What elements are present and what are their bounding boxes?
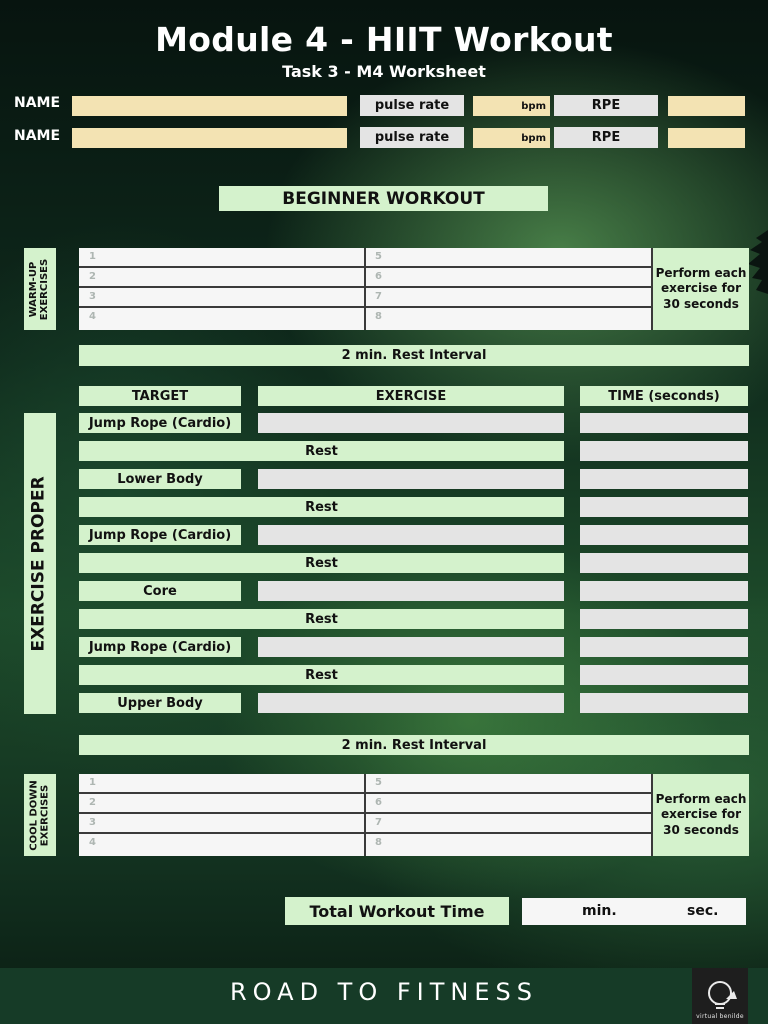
time-field[interactable] (580, 413, 748, 433)
time-field[interactable] (580, 553, 748, 573)
rpe-field-2[interactable] (668, 128, 745, 148)
time-field[interactable] (580, 497, 748, 517)
footer-text: ROAD TO FITNESS (230, 978, 538, 1006)
warmup-instruction: Perform each exercise for 30 seconds (651, 248, 749, 330)
cooldown-number: 1 (89, 777, 96, 788)
name-field-2[interactable] (72, 128, 347, 148)
rpe-label-1: RPE (554, 95, 658, 116)
name-label-1: NAME (14, 95, 61, 111)
warmup-number: 6 (375, 271, 382, 282)
cooldown-number: 7 (375, 817, 382, 828)
rest-row: Rest (79, 497, 564, 517)
workout-title: BEGINNER WORKOUT (219, 186, 548, 211)
cooldown-number: 8 (375, 837, 382, 848)
cooldown-label-text: COOL DOWN EXERCISES (28, 779, 50, 851)
page-subtitle: Task 3 - M4 Worksheet (282, 62, 486, 81)
time-field[interactable] (580, 581, 748, 601)
time-field[interactable] (580, 637, 748, 657)
header-time: TIME (seconds) (580, 386, 748, 406)
rest-row: Rest (79, 553, 564, 573)
target-cell: Jump Rope (Cardio) (79, 637, 241, 657)
warmup-number: 4 (89, 311, 96, 322)
bpm-label-2: bpm (521, 132, 546, 144)
pulse-rate-label-2: pulse rate (360, 127, 464, 148)
target-cell: Jump Rope (Cardio) (79, 413, 241, 433)
rpe-field-1[interactable] (668, 96, 745, 116)
cooldown-number: 3 (89, 817, 96, 828)
rpe-label-2: RPE (554, 127, 658, 148)
tree-silhouette-icon (746, 230, 768, 300)
rest-row: Rest (79, 609, 564, 629)
target-cell: Lower Body (79, 469, 241, 489)
exercise-field[interactable] (258, 637, 564, 657)
time-field[interactable] (580, 665, 748, 685)
rest-interval-bar: 2 min. Rest Interval (79, 345, 749, 366)
list-divider (364, 248, 366, 330)
exercise-field[interactable] (258, 413, 564, 433)
cooldown-number: 6 (375, 797, 382, 808)
name-label-2: NAME (14, 128, 61, 144)
warmup-number: 7 (375, 291, 382, 302)
exercise-field[interactable] (258, 469, 564, 489)
time-field[interactable] (580, 469, 748, 489)
time-field[interactable] (580, 441, 748, 461)
cooldown-list (79, 774, 651, 856)
rest-row: Rest (79, 665, 564, 685)
exercise-proper-side-label (24, 413, 56, 714)
total-workout-time-field[interactable] (522, 898, 746, 925)
header-exercise: EXERCISE (258, 386, 564, 406)
virtual-benilde-logo (692, 968, 748, 1024)
exercise-field[interactable] (258, 581, 564, 601)
time-field[interactable] (580, 609, 748, 629)
warmup-label-text: WARM-UP EXERCISES (28, 258, 50, 320)
exercise-proper-label-text: EXERCISE PROPER (29, 475, 50, 652)
logo-text: virtual benilde (696, 1013, 744, 1020)
header-target: TARGET (79, 386, 241, 406)
rest-interval-bar: 2 min. Rest Interval (79, 735, 749, 755)
cooldown-number: 2 (89, 797, 96, 808)
time-field[interactable] (580, 525, 748, 545)
lightbulb-logo-icon (700, 979, 740, 1013)
warmup-number: 1 (89, 251, 96, 262)
target-cell: Upper Body (79, 693, 241, 713)
minutes-label: min. (582, 903, 617, 919)
warmup-list (79, 248, 651, 330)
warmup-number: 3 (89, 291, 96, 302)
rest-row: Rest (79, 441, 564, 461)
exercise-field[interactable] (258, 525, 564, 545)
target-cell: Jump Rope (Cardio) (79, 525, 241, 545)
cooldown-instruction: Perform each exercise for 30 seconds (651, 774, 749, 856)
total-workout-time-label: Total Workout Time (285, 897, 509, 925)
time-field[interactable] (580, 693, 748, 713)
cooldown-number: 4 (89, 837, 96, 848)
warmup-number: 2 (89, 271, 96, 282)
warmup-number: 8 (375, 311, 382, 322)
target-cell: Core (79, 581, 241, 601)
bpm-label-1: bpm (521, 100, 546, 112)
page-title: Module 4 - HIIT Workout (155, 20, 613, 59)
warmup-side-label (24, 248, 56, 330)
cooldown-side-label (24, 774, 56, 856)
name-field-1[interactable] (72, 96, 347, 116)
warmup-number: 5 (375, 251, 382, 262)
pulse-rate-label-1: pulse rate (360, 95, 464, 116)
pulse-rate-field-2[interactable] (473, 128, 550, 148)
exercise-field[interactable] (258, 693, 564, 713)
list-divider (364, 774, 366, 856)
cooldown-number: 5 (375, 777, 382, 788)
pulse-rate-field-1[interactable] (473, 96, 550, 116)
seconds-label: sec. (687, 903, 719, 919)
